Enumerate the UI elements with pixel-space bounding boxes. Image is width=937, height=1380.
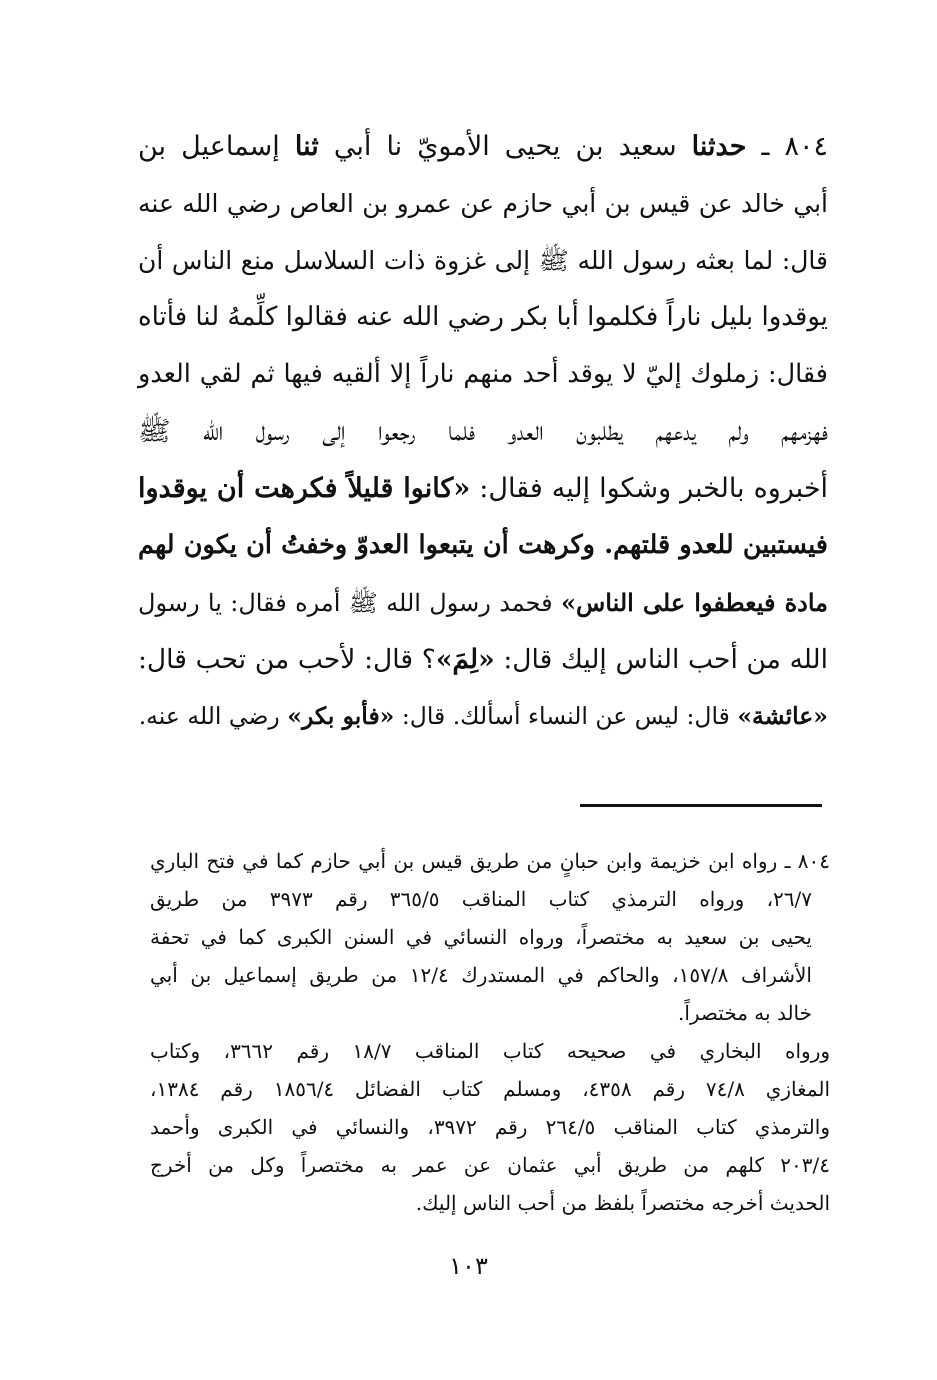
hadith-text [138,118,828,745]
prophetic-speech: «كانوا قليلاً فكرهت أن يوقدوا [138,473,471,504]
hadith-line: ٨٠٤ ـ حدثنا سعيد بن يحيى الأمويّ نا أبي ثنا إسماعيل بن [138,131,828,162]
hadith-line: قال: لما بعثه رسول الله ﷺ إلى غزوة ذات السلاسل منع الناس أن [138,246,828,275]
prophetic-speech: «لِمَ» [435,644,495,675]
hadith-line: فهزمهم ولم يدعهم يطلبون العدو فلما رجعوا إلى رسول الله ﷺ [138,416,828,447]
prophetic-speech: مادة فيعطفوا على الناس» [561,588,828,617]
narration-term: ثنا [294,131,319,162]
hadith-line: فقال: زملوك إليّ لا يوقد أحد منهم ناراً إلا ألقيه فيها ثم لقي العدو [138,359,828,389]
narration-term: حدثنا [691,131,747,162]
footnote-line: ورواه البخاري في صحيحه كتاب المناقب ١٨/٧ رقم ٣٦٦٢، وكتاب [150,1039,831,1063]
hadith-line: «عائشة» قال: ليس عن النساء أسألك. قال: «فأبو بكر» رضي الله عنه. [138,702,828,730]
hadith-line: مادة فيعطفوا على الناس» فحمد رسول الله ﷺ أمره فقال: يا رسول [138,588,828,617]
hadith-line: أبي خالد عن قيس بن أبي حازم عن عمرو بن العاص رضي الله عنه [138,189,828,218]
footnote-line: خالد به مختصراً. [677,1001,812,1025]
footnote-line: المغازي ٧٤/٨ رقم ٤٣٥٨، ومسلم كتاب الفضائل ١٨٥٦/٤ رقم ١٣٨٤، [150,1077,831,1101]
hadith-line [138,517,828,574]
footnote-line: ٨٠٤ ـ رواه ابن خزيمة وابن حبانٍ من طريق قيس بن أبي حازم كما في فتح الباري [150,849,830,873]
hadith-line: يوقدوا بليل ناراً فكلموا أبا بكر رضي الله عنه فقالوا كلِّمهُ لنا فأتاه [138,302,828,332]
prophetic-speech: «فأبو بكر» [287,702,395,730]
footnotes [150,842,830,1222]
footnote-line: ٢٠٣/٤ كلهم من طريق أبي عثمان عن عمر به مختصراً وكل من أخرج [150,1153,830,1177]
footnote-separator [580,804,822,807]
hadith-line: أخبروه بالخبر وشكوا إليه فقال: «كانوا قليلاً فكرهت أن يوقدوا [138,473,829,504]
footnote-line: والترمذي كتاب المناقب ٢٦٤/٥ رقم ٣٩٧٢، والنسائي في الكبرى وأحمد [150,1115,830,1139]
prophetic-speech: «عائشة» [737,702,828,730]
page-number: ١٠٣ [449,1252,488,1280]
prophetic-speech: فيستبين للعدو قلتهم. وكرهت أن يتبعوا العدوّ وخفتُ أن يكون لهم [138,530,828,560]
hadith-line: الله من أحب الناس إليك قال: «لِمَ»؟ قال: لأحب من تحب قال: [138,644,828,675]
footnote-line: الأشراف ١٥٧/٨، والحاكم في المستدرك ١٢/٤ من طريق إسماعيل بن أبي [150,963,812,987]
footnote-line: يحيى بن سعيد به مختصراً، ورواه النسائي في السنن الكبرى كما في تحفة [150,925,812,949]
footnote-line: ٢٦/٧، ورواه الترمذي كتاب المناقب ٣٦٥/٥ رقم ٣٩٧٣ من طريق [150,887,812,911]
footnote-line: الحديث أخرجه مختصراً بلفظ من أحب الناس إليك. [415,1191,830,1215]
